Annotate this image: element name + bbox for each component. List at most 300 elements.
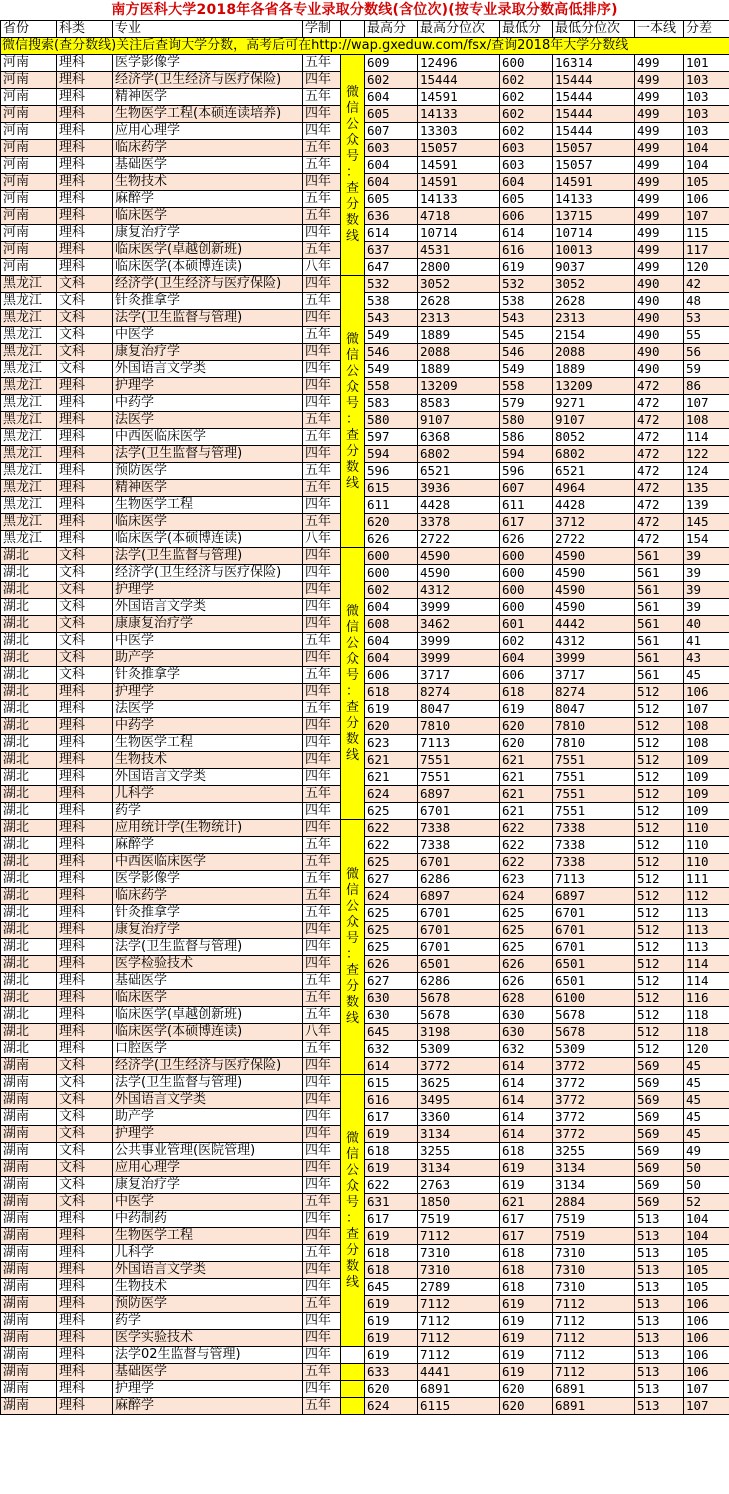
cell-duration: 五年 <box>303 242 341 259</box>
cell-province: 湖北 <box>1 803 57 820</box>
cell-min-score: 614 <box>500 1075 553 1092</box>
cell-province: 湖南 <box>1 1296 57 1313</box>
cell-score-diff: 110 <box>684 854 729 871</box>
cell-max-rank: 6521 <box>418 463 500 480</box>
cell-major: 麻醉学 <box>113 837 303 854</box>
cell-max-score: 614 <box>365 225 418 242</box>
cell-major: 中医学 <box>113 1194 303 1211</box>
cell-max-score: 631 <box>365 1194 418 1211</box>
cell-duration: 五年 <box>303 973 341 990</box>
cell-category: 文科 <box>57 327 113 344</box>
cell-min-score: 600 <box>500 548 553 565</box>
cell-score-diff: 105 <box>684 1279 729 1296</box>
table-row <box>1 225 729 242</box>
cell-min-rank: 3134 <box>553 1160 635 1177</box>
cell-score-diff: 103 <box>684 106 729 123</box>
cell-tier-line: 569 <box>635 1109 684 1126</box>
cell-max-score: 546 <box>365 344 418 361</box>
cell-tier-line: 512 <box>635 973 684 990</box>
cell-min-rank: 3772 <box>553 1109 635 1126</box>
cell-duration: 五年 <box>303 429 341 446</box>
cell-category: 理科 <box>57 531 113 548</box>
table-row <box>1 939 729 956</box>
cell-tier-line: 512 <box>635 1007 684 1024</box>
cell-min-score: 617 <box>500 1228 553 1245</box>
cell-max-score: 632 <box>365 1041 418 1058</box>
cell-province: 湖南 <box>1 1347 57 1364</box>
table-row <box>1 1347 729 1364</box>
cell-duration: 五年 <box>303 990 341 1007</box>
cell-max-rank: 6701 <box>418 905 500 922</box>
cell-max-score: 617 <box>365 1109 418 1126</box>
table-row <box>1 769 729 786</box>
cell-province: 黑龙江 <box>1 293 57 310</box>
cell-max-rank: 15057 <box>418 140 500 157</box>
cell-duration: 四年 <box>303 1058 341 1075</box>
cell-province: 湖南 <box>1 1245 57 1262</box>
cell-tier-line: 569 <box>635 1058 684 1075</box>
cell-major: 临床医学(卓越创新班) <box>113 1007 303 1024</box>
cell-min-score: 622 <box>500 837 553 854</box>
cell-max-rank: 3360 <box>418 1109 500 1126</box>
cell-province: 黑龙江 <box>1 480 57 497</box>
table-row <box>1 1109 729 1126</box>
cell-max-rank: 4531 <box>418 242 500 259</box>
cell-min-score: 619 <box>500 1330 553 1347</box>
header-blank <box>341 21 365 38</box>
cell-category: 理科 <box>57 106 113 123</box>
cell-province: 河南 <box>1 123 57 140</box>
cell-score-diff: 118 <box>684 1007 729 1024</box>
cell-min-score: 545 <box>500 327 553 344</box>
cell-max-score: 594 <box>365 446 418 463</box>
cell-category: 文科 <box>57 344 113 361</box>
cell-max-score: 620 <box>365 1381 418 1398</box>
cell-duration: 五年 <box>303 871 341 888</box>
cell-tier-line: 561 <box>635 667 684 684</box>
cell-max-rank: 7551 <box>418 752 500 769</box>
cell-category: 理科 <box>57 973 113 990</box>
cell-category: 文科 <box>57 1160 113 1177</box>
cell-min-score: 617 <box>500 514 553 531</box>
cell-major: 法学(卫生监督与管理) <box>113 1075 303 1092</box>
cell-tier-line: 499 <box>635 157 684 174</box>
cell-max-score: 618 <box>365 1262 418 1279</box>
table-row <box>1 1075 729 1092</box>
cell-min-rank: 15057 <box>553 157 635 174</box>
cell-max-rank: 2088 <box>418 344 500 361</box>
cell-min-rank: 7810 <box>553 735 635 752</box>
cell-category: 理科 <box>57 463 113 480</box>
cell-duration: 四年 <box>303 1347 341 1364</box>
cell-province: 黑龙江 <box>1 429 57 446</box>
cell-major: 临床医学(卓越创新班) <box>113 242 303 259</box>
cell-max-score: 647 <box>365 259 418 276</box>
cell-max-rank: 6891 <box>418 1381 500 1398</box>
cell-max-score: 604 <box>365 650 418 667</box>
cell-max-score: 627 <box>365 871 418 888</box>
cell-major: 助产学 <box>113 650 303 667</box>
cell-category: 理科 <box>57 55 113 72</box>
cell-score-diff: 39 <box>684 599 729 616</box>
cell-duration: 五年 <box>303 514 341 531</box>
wechat-banner: 微 信 公 众 号 ： 查 分 数 线 <box>341 276 365 548</box>
cell-score-diff: 104 <box>684 1211 729 1228</box>
cell-category: 理科 <box>57 242 113 259</box>
cell-score-diff: 50 <box>684 1177 729 1194</box>
cell-tier-line: 512 <box>635 718 684 735</box>
cell-tier-line: 512 <box>635 888 684 905</box>
cell-score-diff: 45 <box>684 667 729 684</box>
cell-major: 经济学(卫生经济与医疗保险) <box>113 1058 303 1075</box>
cell-min-rank: 7310 <box>553 1279 635 1296</box>
cell-min-rank: 14591 <box>553 174 635 191</box>
cell-tier-line: 490 <box>635 310 684 327</box>
cell-max-score: 625 <box>365 922 418 939</box>
cell-max-score: 621 <box>365 752 418 769</box>
cell-min-rank: 7310 <box>553 1262 635 1279</box>
cell-major: 中西医临床医学 <box>113 429 303 446</box>
cell-max-rank: 7551 <box>418 769 500 786</box>
cell-min-rank: 6701 <box>553 905 635 922</box>
cell-category: 理科 <box>57 429 113 446</box>
cell-duration: 五年 <box>303 463 341 480</box>
cell-min-score: 618 <box>500 1143 553 1160</box>
cell-major: 临床医学(本硕博连读) <box>113 259 303 276</box>
cell-max-score: 615 <box>365 480 418 497</box>
cell-score-diff: 107 <box>684 395 729 412</box>
cell-score-diff: 104 <box>684 140 729 157</box>
cell-min-score: 621 <box>500 769 553 786</box>
cell-max-rank: 6286 <box>418 973 500 990</box>
cell-tier-line: 472 <box>635 412 684 429</box>
cell-province: 湖北 <box>1 616 57 633</box>
cell-category: 文科 <box>57 293 113 310</box>
table-row <box>1 463 729 480</box>
table-row <box>1 157 729 174</box>
cell-major: 法学(卫生监督与管理) <box>113 939 303 956</box>
cell-province: 湖北 <box>1 548 57 565</box>
cell-province: 湖北 <box>1 1041 57 1058</box>
cell-max-rank: 4441 <box>418 1364 500 1381</box>
table-row <box>1 1143 729 1160</box>
cell-max-rank: 7338 <box>418 820 500 837</box>
table-row <box>1 837 729 854</box>
cell-province: 湖南 <box>1 1381 57 1398</box>
cell-max-rank: 14133 <box>418 191 500 208</box>
cell-min-rank: 7551 <box>553 803 635 820</box>
cell-category: 理科 <box>57 1330 113 1347</box>
header-duration: 学制 <box>303 21 341 38</box>
cell-max-rank: 3255 <box>418 1143 500 1160</box>
cell-major: 生物医学工程(本硕连读培养) <box>113 106 303 123</box>
table-row <box>1 531 729 548</box>
cell-max-score: 622 <box>365 820 418 837</box>
cell-duration: 四年 <box>303 497 341 514</box>
table-row <box>1 140 729 157</box>
cell-min-score: 614 <box>500 1058 553 1075</box>
table-row <box>1 480 729 497</box>
cell-category: 文科 <box>57 1058 113 1075</box>
cell-province: 湖南 <box>1 1092 57 1109</box>
cell-province: 黑龙江 <box>1 361 57 378</box>
cell-max-score: 619 <box>365 1228 418 1245</box>
cell-duration: 四年 <box>303 378 341 395</box>
cell-max-score: 615 <box>365 1075 418 1092</box>
cell-min-score: 630 <box>500 1007 553 1024</box>
cell-province: 湖北 <box>1 1007 57 1024</box>
table-row <box>1 191 729 208</box>
cell-major: 药学 <box>113 1313 303 1330</box>
cell-min-score: 600 <box>500 582 553 599</box>
cell-max-score: 619 <box>365 1160 418 1177</box>
marker-cell <box>341 1364 365 1381</box>
cell-duration: 四年 <box>303 1381 341 1398</box>
cell-major: 法学02生监督与管理) <box>113 1347 303 1364</box>
table-row <box>1 361 729 378</box>
cell-major: 基础医学 <box>113 157 303 174</box>
cell-duration: 四年 <box>303 225 341 242</box>
cell-min-rank: 4590 <box>553 565 635 582</box>
cell-min-score: 619 <box>500 1160 553 1177</box>
cell-province: 湖北 <box>1 718 57 735</box>
cell-category: 理科 <box>57 684 113 701</box>
cell-max-rank: 3999 <box>418 599 500 616</box>
cell-max-score: 637 <box>365 242 418 259</box>
cell-duration: 五年 <box>303 1364 341 1381</box>
cell-duration: 五年 <box>303 157 341 174</box>
cell-min-rank: 8047 <box>553 701 635 718</box>
cell-min-score: 558 <box>500 378 553 395</box>
cell-tier-line: 512 <box>635 871 684 888</box>
cell-max-score: 624 <box>365 888 418 905</box>
cell-major: 医学影像学 <box>113 871 303 888</box>
table-row <box>1 1041 729 1058</box>
cell-min-rank: 15444 <box>553 89 635 106</box>
cell-min-score: 616 <box>500 242 553 259</box>
cell-province: 湖北 <box>1 667 57 684</box>
cell-min-score: 626 <box>500 973 553 990</box>
cell-max-score: 604 <box>365 89 418 106</box>
cell-tier-line: 472 <box>635 446 684 463</box>
cell-max-score: 624 <box>365 1398 418 1415</box>
cell-province: 湖北 <box>1 990 57 1007</box>
cell-max-rank: 2763 <box>418 1177 500 1194</box>
cell-tier-line: 513 <box>635 1330 684 1347</box>
cell-duration: 四年 <box>303 123 341 140</box>
cell-max-rank: 9107 <box>418 412 500 429</box>
cell-score-diff: 139 <box>684 497 729 514</box>
cell-max-rank: 7113 <box>418 735 500 752</box>
cell-major: 法医学 <box>113 412 303 429</box>
cell-province: 湖北 <box>1 854 57 871</box>
cell-province: 黑龙江 <box>1 327 57 344</box>
cell-major: 预防医学 <box>113 1296 303 1313</box>
cell-min-rank: 7112 <box>553 1296 635 1313</box>
cell-tier-line: 512 <box>635 786 684 803</box>
cell-score-diff: 45 <box>684 1092 729 1109</box>
cell-province: 湖南 <box>1 1398 57 1415</box>
cell-category: 理科 <box>57 72 113 89</box>
cell-province: 河南 <box>1 208 57 225</box>
cell-score-diff: 113 <box>684 905 729 922</box>
cell-min-rank: 3772 <box>553 1058 635 1075</box>
cell-category: 理科 <box>57 735 113 752</box>
cell-tier-line: 513 <box>635 1211 684 1228</box>
cell-major: 临床药学 <box>113 888 303 905</box>
cell-max-score: 625 <box>365 905 418 922</box>
cell-category: 文科 <box>57 667 113 684</box>
cell-duration: 五年 <box>303 293 341 310</box>
cell-category: 理科 <box>57 140 113 157</box>
cell-min-score: 614 <box>500 225 553 242</box>
cell-max-rank: 7112 <box>418 1313 500 1330</box>
cell-tier-line: 499 <box>635 106 684 123</box>
cell-min-score: 625 <box>500 922 553 939</box>
cell-tier-line: 472 <box>635 531 684 548</box>
cell-max-score: 623 <box>365 735 418 752</box>
cell-score-diff: 108 <box>684 718 729 735</box>
table-row <box>1 786 729 803</box>
cell-duration: 五年 <box>303 140 341 157</box>
cell-max-score: 618 <box>365 1143 418 1160</box>
cell-min-score: 604 <box>500 650 553 667</box>
cell-min-score: 603 <box>500 140 553 157</box>
cell-province: 湖北 <box>1 735 57 752</box>
cell-major: 预防医学 <box>113 463 303 480</box>
cell-duration: 五年 <box>303 1245 341 1262</box>
cell-min-rank: 2313 <box>553 310 635 327</box>
table-row <box>1 242 729 259</box>
cell-major: 儿科学 <box>113 786 303 803</box>
cell-duration: 八年 <box>303 259 341 276</box>
table-row <box>1 990 729 1007</box>
table-row <box>1 565 729 582</box>
cell-province: 黑龙江 <box>1 276 57 293</box>
cell-min-rank: 14133 <box>553 191 635 208</box>
cell-max-rank: 3999 <box>418 633 500 650</box>
cell-major: 精神医学 <box>113 89 303 106</box>
cell-duration: 四年 <box>303 922 341 939</box>
cell-province: 湖南 <box>1 1058 57 1075</box>
cell-max-score: 622 <box>365 837 418 854</box>
cell-category: 理科 <box>57 395 113 412</box>
cell-province: 黑龙江 <box>1 446 57 463</box>
cell-tier-line: 472 <box>635 514 684 531</box>
cell-category: 文科 <box>57 276 113 293</box>
cell-min-rank: 7338 <box>553 837 635 854</box>
cell-duration: 四年 <box>303 735 341 752</box>
cell-score-diff: 42 <box>684 276 729 293</box>
table-row <box>1 1228 729 1245</box>
cell-max-rank: 3999 <box>418 650 500 667</box>
cell-major: 外国语言文学类 <box>113 599 303 616</box>
cell-min-rank: 5678 <box>553 1007 635 1024</box>
cell-max-rank: 5309 <box>418 1041 500 1058</box>
cell-score-diff: 107 <box>684 701 729 718</box>
cell-max-rank: 7519 <box>418 1211 500 1228</box>
cell-max-rank: 2800 <box>418 259 500 276</box>
table-row <box>1 752 729 769</box>
cell-province: 湖北 <box>1 1024 57 1041</box>
table-row <box>1 650 729 667</box>
cell-min-rank: 7112 <box>553 1364 635 1381</box>
cell-category: 理科 <box>57 1364 113 1381</box>
cell-min-score: 619 <box>500 701 553 718</box>
cell-category: 理科 <box>57 174 113 191</box>
table-row <box>1 446 729 463</box>
cell-duration: 五年 <box>303 667 341 684</box>
cell-province: 河南 <box>1 242 57 259</box>
cell-duration: 五年 <box>303 89 341 106</box>
table-row <box>1 871 729 888</box>
table-row <box>1 803 729 820</box>
cell-tier-line: 569 <box>635 1160 684 1177</box>
cell-max-score: 606 <box>365 667 418 684</box>
cell-score-diff: 107 <box>684 208 729 225</box>
cell-tier-line: 472 <box>635 480 684 497</box>
cell-max-rank: 6701 <box>418 854 500 871</box>
table-row <box>1 1313 729 1330</box>
cell-duration: 五年 <box>303 55 341 72</box>
cell-min-score: 619 <box>500 1296 553 1313</box>
cell-province: 湖南 <box>1 1143 57 1160</box>
cell-max-rank: 6368 <box>418 429 500 446</box>
cell-min-rank: 10714 <box>553 225 635 242</box>
cell-min-rank: 9037 <box>553 259 635 276</box>
cell-max-rank: 3772 <box>418 1058 500 1075</box>
cell-major: 生物技术 <box>113 752 303 769</box>
cell-min-rank: 1889 <box>553 361 635 378</box>
cell-duration: 五年 <box>303 854 341 871</box>
cell-score-diff: 110 <box>684 820 729 837</box>
marker-cell <box>341 1398 365 1415</box>
header-max-rank: 最高分位次 <box>418 21 500 38</box>
cell-score-diff: 49 <box>684 1143 729 1160</box>
cell-min-score: 620 <box>500 735 553 752</box>
cell-min-score: 621 <box>500 752 553 769</box>
cell-score-diff: 56 <box>684 344 729 361</box>
cell-min-rank: 6802 <box>553 446 635 463</box>
cell-max-rank: 3134 <box>418 1126 500 1143</box>
cell-category: 文科 <box>57 361 113 378</box>
cell-duration: 五年 <box>303 1398 341 1415</box>
cell-score-diff: 52 <box>684 1194 729 1211</box>
cell-max-score: 583 <box>365 395 418 412</box>
table-row <box>1 208 729 225</box>
cell-score-diff: 55 <box>684 327 729 344</box>
cell-max-score: 607 <box>365 123 418 140</box>
cell-score-diff: 50 <box>684 1160 729 1177</box>
cell-major: 生物技术 <box>113 1279 303 1296</box>
cell-score-diff: 103 <box>684 123 729 140</box>
cell-max-rank: 4428 <box>418 497 500 514</box>
cell-max-score: 618 <box>365 1245 418 1262</box>
cell-max-rank: 13303 <box>418 123 500 140</box>
cell-min-rank: 7310 <box>553 1245 635 1262</box>
cell-max-rank: 3936 <box>418 480 500 497</box>
cell-province: 湖南 <box>1 1364 57 1381</box>
cell-province: 湖南 <box>1 1228 57 1245</box>
cell-score-diff: 105 <box>684 1245 729 1262</box>
table-row <box>1 327 729 344</box>
cell-duration: 五年 <box>303 208 341 225</box>
cell-score-diff: 59 <box>684 361 729 378</box>
cell-province: 河南 <box>1 191 57 208</box>
cell-min-score: 549 <box>500 361 553 378</box>
cell-min-score: 602 <box>500 89 553 106</box>
cell-duration: 五年 <box>303 905 341 922</box>
